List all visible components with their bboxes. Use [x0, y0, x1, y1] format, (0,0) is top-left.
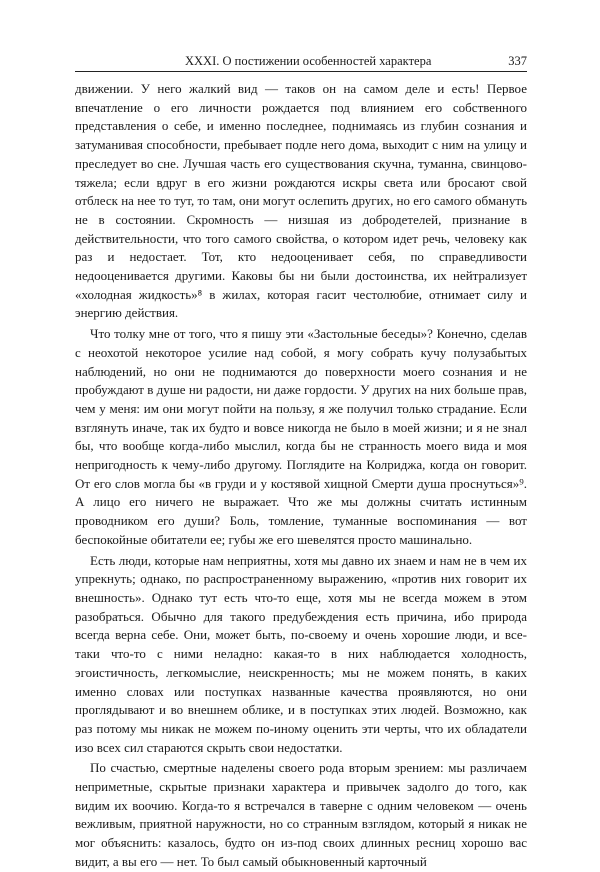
- page-number: 337: [508, 54, 527, 68]
- paragraph: По счастью, смертные наделены своего рода вторым зрением: мы различаем неприметные, скрытые признаки характера и привычек задолго до того, как видим их воочию. Когда-то я встречался в таверне с одним человеком — очень вежливым, приятной наружности, но со странным взглядом, который я никак не мог объяснить: казалось, будто он из-под своих длинных ресниц хорошо вас видит, а вы его — нет. То был самый обыкновенный карточный: [75, 760, 527, 869]
- header-rule: [75, 71, 527, 72]
- running-header: [75, 52, 527, 70]
- body-text: [75, 80, 527, 872]
- paragraph: Есть люди, которые нам неприятны, хотя мы давно их знаем и нам не в чем их упрекнуть; однако, по распространенному выражению, «против них говорит их внешность». Однако тут есть что-то еще, хотя мы не всегда можем в этом разобраться. Обычно для такого предубеждения есть причина, ибо природа всегда верна себе. Они, может быть, по-своему и очень хорошие люди, и все-таки что-то с ними неладно: какая-то в них наблюдается холодность, эгоистичность, легкомыслие, неискренность; мы не можем понять, в каких именно словах или поступках названные качества проявляются, но они проглядывают и во внешнем облике, и в поступках этих людей. Возможно, как раз потому мы никак не можем по-иному оценить эти черты, что их обладатели изо всех сил стараются скрыть свои недостатки.: [75, 552, 527, 755]
- paragraph: движении. У него жалкий вид — таков он на самом деле и есть! Первое впечатление о его личности рождается под влиянием его собственного представления о себе, и именно последнее, поднимаясь из глубин сознания и затуманивая способности, пребывает подле него дома, выходит с ним на улицу и преследует во сне. Лучшая часть его существования скучна, туманна, свинцово-тяжела; если вдруг в его жизни рождаются искры света или бросают свой отблеск на нее то тут, то там, они могут ослепить других, но его самого обмануть не в состоянии. Скромность — низшая из добродетелей, признание в действительности, что того самого свойства, о котором идет речь, человеку как раз и недостает. Тот, кто недооценивает себя, по справедливости недооценивается другими. Каковы бы ни были достоинства, их нейтрализует «холодная жидкость»⁸ в жилах, которая гасит честолюбие, отнимает силу и энергию действия.: [75, 81, 527, 321]
- chapter-title: XXXI. О постижении особенностей характера: [185, 54, 432, 68]
- paragraph: Что толку мне от того, что я пишу эти «Застольные беседы»? Конечно, сделав с неохотой некоторое усилие над собой, я могу собрать кучу полузабытых наблюдений, но они не поднимаются до поверхности моего сознания и не пробуждают в душе ни радости, ни даже гордости. У других на них больше прав, чем у меня: им они могут пойти на пользу, я же получил только страдание. Если взглянуть иначе, так их будто и вовсе никогда не было в моей жизни; и я не знал бы, что вообще когда-либо мыслил, когда бы не странность моего вида и моя непригодность к чему-либо другому. Поглядите на Колриджа, когда он говорит. От его слов могла бы «в груди и у костявой хищной Смерти душа проснуться»⁹. А лицо его ничего не выражает. Что же мы должны считать истинным проводником его души? Боль, томление, туманные воспоминания — вот беспокойные обитатели ее; губы же его шевелятся просто машинально.: [75, 326, 527, 547]
